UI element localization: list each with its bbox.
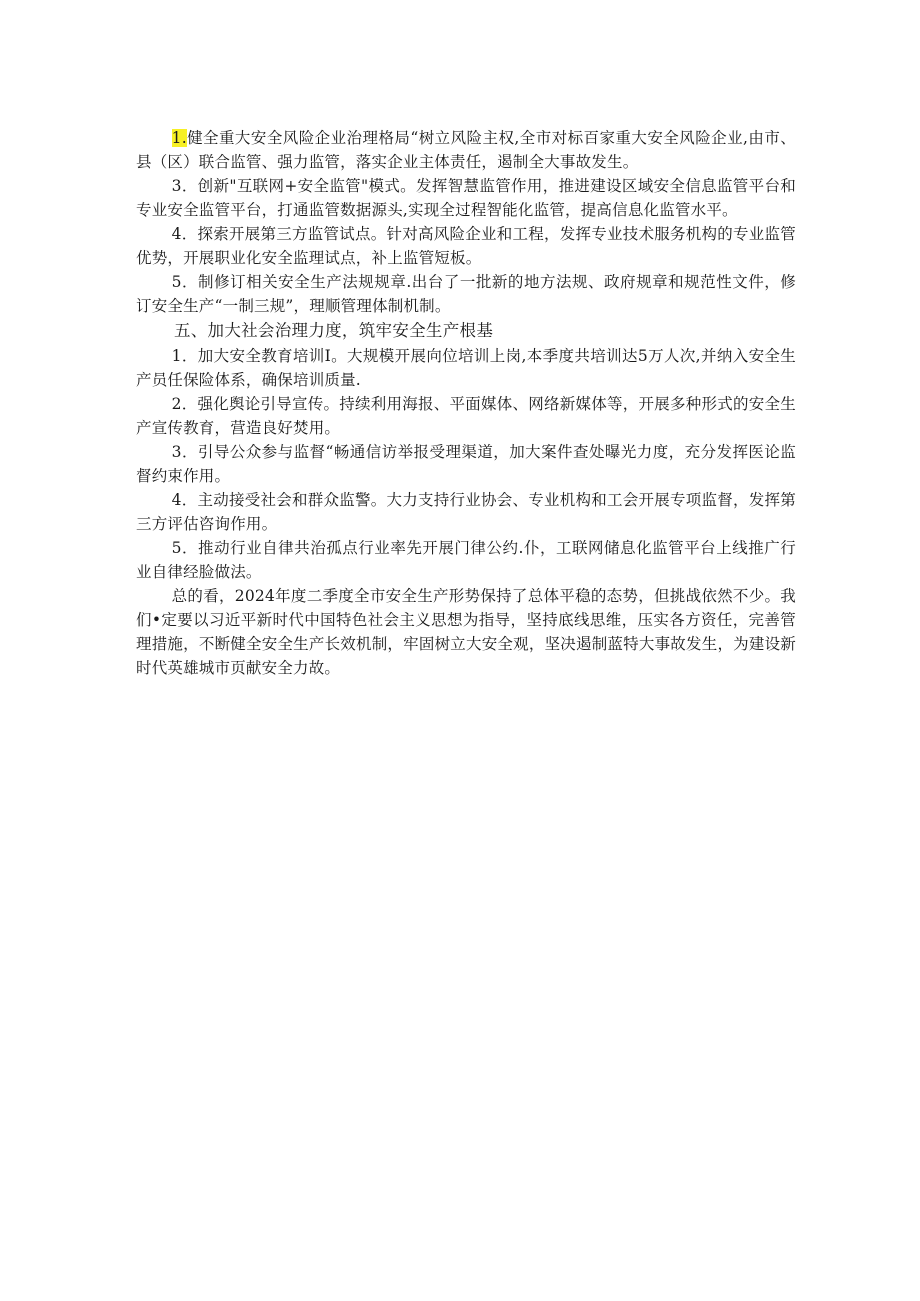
section4-item-4: [136, 222, 796, 270]
item-text: ．加大安全教育培训I。大规模开展向位培训上岗,本季度共培训达5万人次,并纳入安全生产员任保险体系，确保培训质量.: [136, 347, 796, 389]
item-number: 1: [171, 347, 182, 365]
item-number: 4: [171, 491, 182, 509]
item-number: 5: [171, 273, 182, 291]
item-text: ．创新"互联网+安全监管"模式。发挥智慧监管作用，推进建设区域安全信息监管平台和专业安全监管平台，打通监管数据源头,实现全过程智能化监管，提高信息化监管水平。: [136, 177, 796, 219]
item-text: ．制修订相关安全生产法规规章.出台了一批新的地方法规、政府规章和规范性文件，修订安全生产“一制三规”，理顺管理体制机制。: [136, 273, 796, 315]
section5-item-1: [136, 344, 796, 392]
item-number: 4: [171, 225, 182, 243]
document-page: [136, 126, 796, 680]
section4-item-3: [136, 174, 796, 222]
item-text: ．探索开展第三方监管试点。针对高风险企业和工程，发挥专业技术服务机构的专业监管优势，开展职业化安全监理试点，补上监管短板。: [136, 225, 796, 267]
item-text: ．强化舆论引导宣传。持续利用海报、平面媒体、网络新媒体等，开展多种形式的安全生产宣传教育，营造良好焚用。: [136, 395, 796, 437]
item-number: 3: [171, 177, 182, 195]
section5-item-3: [136, 440, 796, 488]
item-number-highlighted: 1.: [171, 129, 187, 147]
section4-item-1: [136, 126, 796, 174]
summary-paragraph: 总的看，2024年度二季度全市安全生产形势保持了总体平稳的态势，但挑战依然不少。我们•定要以习近平新时代中国特色社会主义思想为指导，坚持底线思维，压实各方资任，完善管理措施，不断健全安全生产长效机制，牢固树立大安全观，坚决遏制蓝特大事故发生，为建设新时代英雄城市页献安全力故。: [136, 587, 796, 677]
section5-heading: 五、加大社会治理力度，筑牢安全生产根基: [173, 321, 494, 340]
item-number: 2: [171, 395, 182, 413]
item-text: ．推动行业自律共治孤点行业率先开展门律公约.仆，工联网储息化监管平台上线推广行业自律经脸做法。: [136, 539, 796, 581]
item-text: 健全重大安全风险企业治理格局“树立风险主权,全市对标百家重大安全风险企业,由市、县（区）联合监管、强力监管，落实企业主体责任，遏制全大事故发生。: [136, 129, 796, 171]
item-text: ．主动接受社会和群众监警。大力支持行业协会、专业机构和工会开展专项监督，发挥第三方评估咨询作用。: [136, 491, 796, 533]
item-text: ．引导公众参与监督“畅通信访举报受理渠道，加大案件查处曝光力度，充分发挥医论监督约束作用。: [136, 443, 796, 485]
section4-item-5: [136, 270, 796, 318]
item-number: 5: [171, 539, 182, 557]
section5-item-5: [136, 536, 796, 584]
section5-item-4: [136, 488, 796, 536]
section5-item-2: [136, 392, 796, 440]
item-number: 3: [171, 443, 182, 461]
